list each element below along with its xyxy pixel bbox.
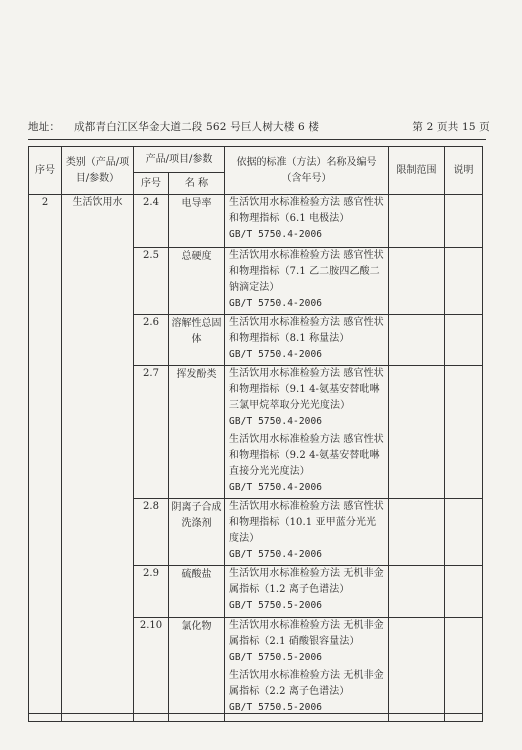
standard-title: 生活饮用水标准检验方法 感官性状和物理指标（8.1 称量法） bbox=[229, 317, 384, 344]
standard-method bbox=[229, 499, 386, 563]
item-number: 2.6 bbox=[134, 315, 169, 366]
item-name: 溶解性总固体 bbox=[169, 315, 225, 366]
standard-code: GB/T 5750.5-2006 bbox=[229, 600, 323, 611]
header-category: 类别（产品/项目/参数） bbox=[62, 147, 134, 195]
standard-code: GB/T 5750.4-2006 bbox=[229, 549, 323, 560]
bottom-divider bbox=[28, 713, 482, 714]
item-remark bbox=[445, 618, 483, 722]
item-remark bbox=[445, 366, 483, 499]
standard-title: 生活饮用水标准检验方法 感官性状和物理指标（10.1 亚甲蓝分光光度法） bbox=[229, 501, 384, 544]
item-name: 阴离子合成洗涤剂 bbox=[169, 499, 225, 566]
standard-title: 生活饮用水标准检验方法 感官性状和物理指标（7.1 乙二胺四乙酸二钠滴定法） bbox=[229, 250, 384, 293]
standard-code: GB/T 5750.4-2006 bbox=[229, 416, 323, 427]
item-remark bbox=[445, 566, 483, 618]
item-name: 氯化物 bbox=[169, 618, 225, 722]
standard-code: GB/T 5750.4-2006 bbox=[229, 482, 323, 493]
item-standard bbox=[225, 195, 389, 248]
item-remark bbox=[445, 315, 483, 366]
item-standard bbox=[225, 366, 389, 499]
item-limit bbox=[389, 499, 445, 566]
item-remark bbox=[445, 248, 483, 315]
header-divider bbox=[28, 139, 486, 140]
item-name: 电导率 bbox=[169, 195, 225, 248]
table-row bbox=[29, 195, 483, 248]
item-standard bbox=[225, 499, 389, 566]
standard-title: 生活饮用水标准检验方法 感官性状和物理指标（9.2 4-氨基安替吡啉直接分光光度法） bbox=[229, 434, 384, 477]
item-name: 硫酸盐 bbox=[169, 566, 225, 618]
item-standard bbox=[225, 566, 389, 618]
standard-method bbox=[229, 315, 386, 363]
standard-code: GB/T 5750.4-2006 bbox=[229, 229, 323, 240]
standard-method bbox=[229, 566, 386, 614]
header-remark: 说明 bbox=[445, 147, 483, 195]
item-number: 2.10 bbox=[134, 618, 169, 722]
address-value: 成都青白江区华金大道二段 562 号巨人树大楼 6 楼 bbox=[74, 121, 320, 133]
item-number: 2.8 bbox=[134, 499, 169, 566]
standard-code: GB/T 5750.4-2006 bbox=[229, 298, 323, 309]
standard-code: GB/T 5750.5-2006 bbox=[229, 652, 323, 663]
item-number: 2.5 bbox=[134, 248, 169, 315]
item-number: 2.9 bbox=[134, 566, 169, 618]
header-limit: 限制范围 bbox=[389, 147, 445, 195]
standard-method bbox=[229, 618, 386, 666]
standard-code: GB/T 5750.4-2006 bbox=[229, 349, 323, 360]
item-number: 2.4 bbox=[134, 195, 169, 248]
item-limit bbox=[389, 315, 445, 366]
header-serial: 序号 bbox=[29, 147, 62, 195]
standard-method bbox=[229, 248, 386, 312]
item-remark bbox=[445, 195, 483, 248]
item-number: 2.7 bbox=[134, 366, 169, 499]
page-number: 第 2 页共 15 页 bbox=[412, 121, 490, 133]
header-item-no: 序号 bbox=[134, 173, 169, 195]
item-limit bbox=[389, 566, 445, 618]
accreditation-scope-table bbox=[28, 146, 483, 722]
header-standard: 依据的标准（方法）名称及编号（含年号） bbox=[225, 147, 389, 195]
item-limit bbox=[389, 195, 445, 248]
table-body bbox=[29, 195, 483, 722]
standard-code: GB/T 5750.5-2006 bbox=[229, 702, 323, 713]
item-name: 挥发酚类 bbox=[169, 366, 225, 499]
row-serial: 2 bbox=[29, 195, 62, 722]
address-label: 地址： bbox=[28, 121, 61, 133]
standard-method bbox=[229, 195, 386, 243]
item-standard bbox=[225, 315, 389, 366]
item-limit bbox=[389, 618, 445, 722]
item-limit bbox=[389, 248, 445, 315]
standard-title: 生活饮用水标准检验方法 感官性状和物理指标（6.1 电极法） bbox=[229, 197, 384, 224]
header-product-group: 产品/项目/参数 bbox=[134, 147, 225, 173]
header-item-name: 名 称 bbox=[169, 173, 225, 195]
item-limit bbox=[389, 366, 445, 499]
item-standard bbox=[225, 248, 389, 315]
item-name: 总硬度 bbox=[169, 248, 225, 315]
item-remark bbox=[445, 499, 483, 566]
item-standard bbox=[225, 618, 389, 722]
standard-title: 生活饮用水标准检验方法 感官性状和物理指标（9.1 4-氨基安替吡啉三氯甲烷萃取分光光度法） bbox=[229, 368, 384, 411]
standard-title: 生活饮用水标准检验方法 无机非金属指标（2.1 硝酸银容量法） bbox=[229, 620, 384, 647]
standard-method bbox=[229, 432, 386, 496]
standard-method bbox=[229, 366, 386, 430]
row-category: 生活饮用水 bbox=[62, 195, 134, 722]
address-line bbox=[28, 119, 319, 134]
standard-title: 生活饮用水标准检验方法 无机非金属指标（2.2 离子色谱法） bbox=[229, 670, 384, 697]
standard-method bbox=[229, 668, 386, 716]
standard-title: 生活饮用水标准检验方法 无机非金属指标（1.2 离子色谱法） bbox=[229, 568, 384, 595]
